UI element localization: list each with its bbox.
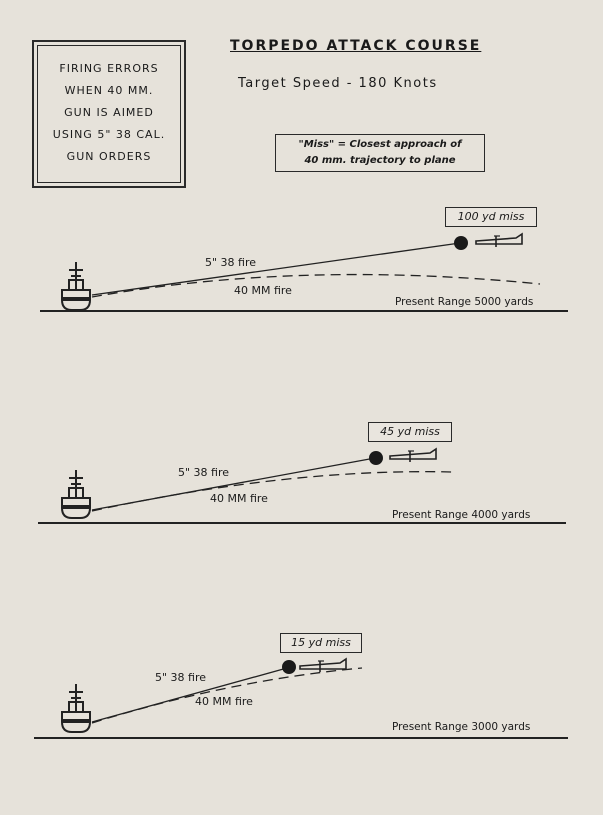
range-label: Present Range 3000 yards — [392, 721, 531, 733]
plane-icon — [476, 234, 522, 247]
5in-fire-label: 5" 38 fire — [205, 256, 257, 269]
page-title: TORPEDO ATTACK COURSE — [230, 38, 482, 54]
miss-label: 100 yd miss — [445, 207, 537, 227]
40mm-fire-label: 40 MM fire — [195, 695, 253, 708]
plane-icon — [300, 659, 346, 672]
ship-icon — [62, 684, 90, 732]
note-line-1: "Miss" = Closest approach of — [298, 139, 462, 150]
aim-point-icon — [282, 660, 296, 674]
note-line-2: 40 mm. trajectory to plane — [304, 155, 456, 166]
miss-label: 45 yd miss — [368, 422, 452, 442]
info-line: WHEN 40 MM. — [64, 84, 154, 97]
5in-fire-label: 5" 38 fire — [178, 466, 230, 479]
aim-point-icon — [369, 451, 383, 465]
info-line: FIRING ERRORS — [59, 62, 159, 75]
info-line: USING 5" 38 CAL. — [52, 128, 166, 141]
ship-icon — [62, 470, 90, 518]
range-label: Present Range 4000 yards — [392, 509, 531, 521]
ship-icon — [62, 262, 90, 310]
40mm-fire-label: 40 MM fire — [234, 284, 292, 297]
aim-point-icon — [454, 236, 468, 250]
range-label: Present Range 5000 yards — [395, 296, 534, 308]
miss-label: 15 yd miss — [280, 633, 362, 653]
40mm-fire-label: 40 MM fire — [210, 492, 268, 505]
page-subtitle: Target Speed - 180 Knots — [238, 76, 438, 91]
plane-icon — [390, 449, 436, 462]
5in-fire-label: 5" 38 fire — [155, 671, 207, 684]
info-line: GUN IS AIMED — [64, 106, 154, 119]
info-line: GUN ORDERS — [66, 150, 152, 163]
